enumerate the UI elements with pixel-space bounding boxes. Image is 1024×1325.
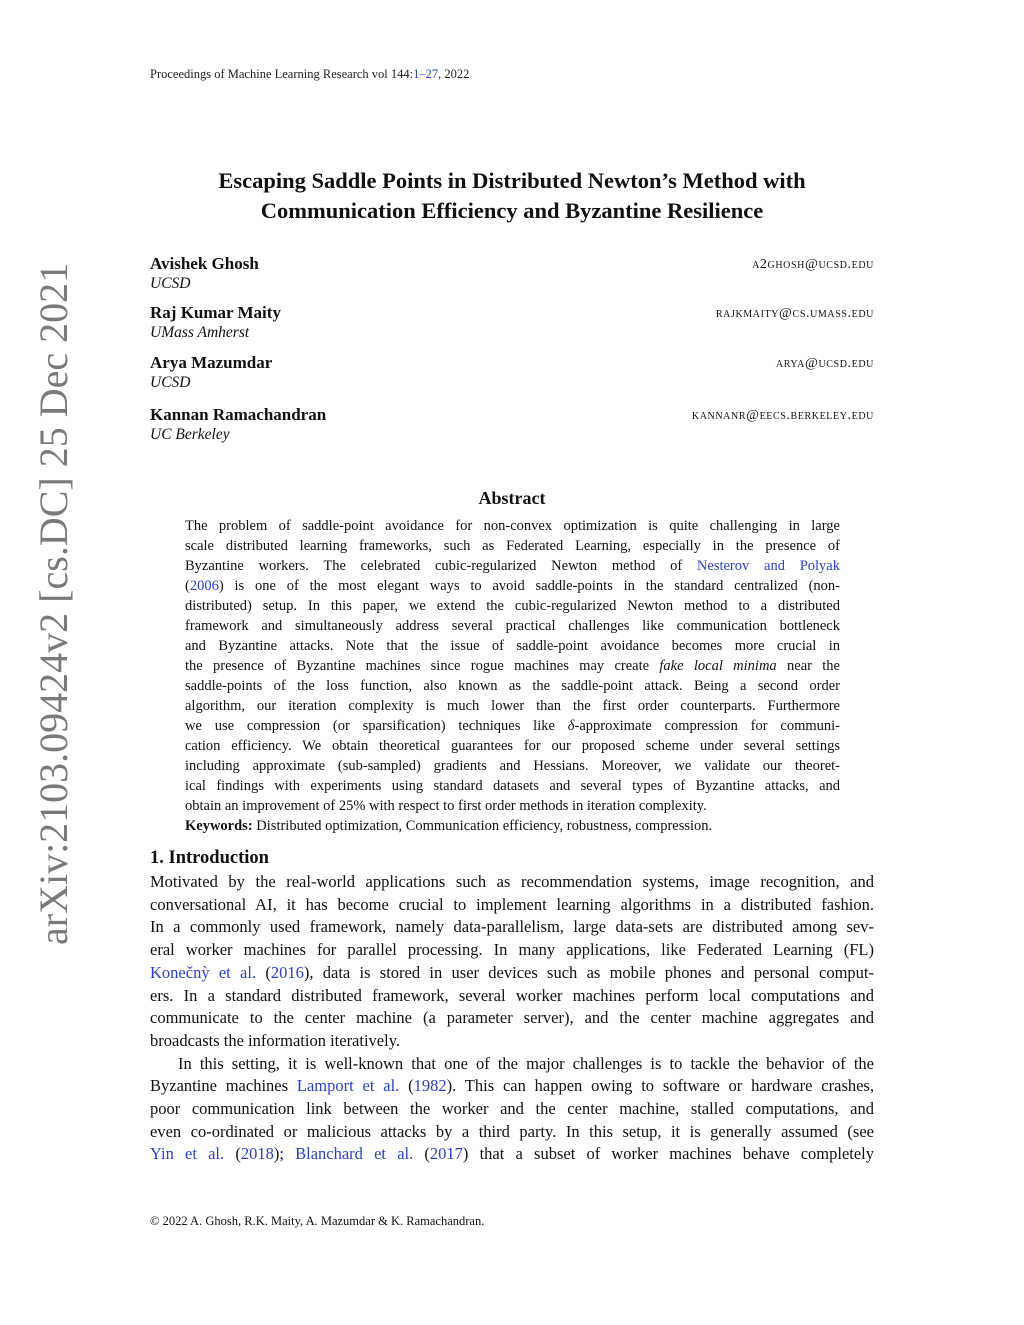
- citation-year-link-2018[interactable]: 2018: [240, 1144, 274, 1164]
- citation-paren: (: [256, 962, 271, 982]
- running-header: [150, 67, 469, 82]
- body-line: ers. In a standard distributed framework, several worker machines perform local computations and: [150, 985, 874, 1005]
- author-email[interactable]: a2ghosh@ucsd.edu: [752, 257, 874, 272]
- abstract-line: saddle-points of the loss function, also known as the saddle-point attack. Being a second order: [185, 678, 840, 694]
- body-line: conversational AI, it has become crucial to implement learning algorithms in a distributed fashion.: [150, 894, 874, 914]
- abstract-line: [185, 716, 840, 736]
- keywords-label: Keywords:: [185, 818, 253, 834]
- author-email[interactable]: kannanr@eecs.berkeley.edu: [691, 408, 874, 423]
- author-entry: [150, 254, 874, 303]
- author-affiliation: UCSD: [150, 275, 191, 292]
- abstract-line: distributed) setup. In this paper, we extend the cubic-regularized Newton method to a distributed: [185, 598, 840, 614]
- abstract-body: [185, 516, 840, 836]
- body-text: );: [273, 1144, 296, 1164]
- section-heading-introduction: 1. Introduction: [150, 848, 269, 868]
- abstract-line: and Byzantine attacks. Note that the issue of saddle-point avoidance becomes more crucial in: [185, 638, 840, 654]
- body-line: even co-ordinated or malicious attacks by a third party. In this setup, it is generally assumed (see: [150, 1121, 874, 1141]
- title-line-1: Escaping Saddle Points in Distributed Newton’s Method with: [218, 168, 806, 193]
- body-text: Byzantine machines: [150, 1076, 297, 1096]
- citation-year-link-2016[interactable]: 2016: [270, 962, 304, 982]
- citation-year-link-1982[interactable]: 1982: [413, 1076, 447, 1096]
- abstract-line: framework and simultaneously address several practical challenges like communication bottleneck: [185, 618, 840, 634]
- citation-link-blanchard[interactable]: Blanchard et al.: [295, 1144, 414, 1164]
- copyright-footer: © 2022 A. Ghosh, R.K. Maity, A. Mazumdar & K. Ramachandran.: [150, 1214, 485, 1228]
- keywords-text: Distributed optimization, Communication efficiency, robustness, compression.: [252, 818, 713, 834]
- citation-link-lamport[interactable]: Lamport et al.: [296, 1076, 400, 1096]
- abstract-line: [185, 656, 840, 676]
- body-line: communicate to the center machine (a parameter server), and the center machine aggregates and: [150, 1008, 874, 1028]
- abstract-line: cation efficiency. We obtain theoretical guarantees for our proposed scheme under several settings: [185, 738, 840, 754]
- arxiv-stamp: arXiv:2103.09424v2 [cs.DC] 25 Dec 2021: [31, 262, 76, 945]
- author-name: Arya Mazumdar: [150, 353, 273, 372]
- author-entry: [150, 303, 874, 353]
- abstract-line: [185, 556, 840, 576]
- body-line: Motivated by the real-world applications such as recommendation systems, image recognition, and: [150, 872, 874, 891]
- abstract-text: ) is one of the most elegant ways to avoid saddle-points in the standard centralized (non-: [218, 578, 840, 594]
- citation-paren: (: [399, 1076, 414, 1096]
- abstract-heading: Abstract: [478, 488, 546, 508]
- abstract-text: the presence of Byzantine machines since rogue machines may create: [185, 658, 660, 674]
- body-line: [150, 1075, 874, 1098]
- author-name: Kannan Ramachandran: [150, 405, 327, 424]
- citation-paren: (: [413, 1144, 430, 1164]
- author-name: Avishek Ghosh: [150, 254, 259, 273]
- math-delta: δ: [567, 718, 575, 734]
- abstract-text: Byzantine workers. The celebrated cubic-regularized Newton method of: [185, 558, 697, 574]
- abstract-line: The problem of saddle-point avoidance for non-convex optimization is quite challenging in large: [185, 518, 840, 534]
- keywords-line: [185, 816, 840, 836]
- abstract-line: scale distributed learning frameworks, such as Federated Learning, especially in the presence of: [185, 538, 840, 554]
- author-affiliation: UMass Amherst: [150, 324, 250, 341]
- citation-paren: (: [185, 578, 190, 594]
- abstract-text: we use compression (or sparsification) techniques like: [185, 718, 568, 734]
- title-line-2: Communication Efficiency and Byzantine Resilience: [260, 198, 764, 223]
- author-entry: [150, 353, 874, 405]
- body-text: ), data is stored in user devices such as mobile phones and personal comput-: [303, 962, 874, 982]
- body-text: ). This can happen owing to software or hardware crashes,: [446, 1076, 874, 1096]
- paper-title: [150, 166, 874, 226]
- citation-year-link-2017[interactable]: 2017: [429, 1144, 463, 1164]
- body-line: broadcasts the information iteratively.: [150, 1030, 401, 1050]
- abstract-text: -approximate compression for communi-: [574, 718, 840, 734]
- body-line: eral worker machines for parallel processing. In many applications, like Federated Learning (FL): [150, 940, 874, 960]
- body-line: [150, 962, 874, 985]
- author-entry: [150, 405, 874, 455]
- abstract-line: ical findings with experiments using standard datasets and several types of Byzantine attacks, and: [185, 778, 840, 794]
- abstract-text: near the: [776, 658, 840, 674]
- author-email[interactable]: rajkmaity@cs.umass.edu: [715, 306, 874, 321]
- abstract-line: [185, 576, 840, 596]
- abstract-line: obtain an improvement of 25% with respect to first order methods in iteration complexity.: [185, 798, 707, 814]
- citation-link-konecny[interactable]: Konečnỳ et al.: [150, 962, 257, 982]
- citation-year-link-2006[interactable]: 2006: [189, 578, 219, 594]
- body-line: In a commonly used framework, namely data-parallelism, large data-sets are distributed among sev-: [150, 917, 874, 937]
- last-page-link[interactable]: 27: [425, 67, 439, 81]
- abstract-line: including approximate (sub-sampled) gradients and Hessians. Moreover, we validate our theoret-: [185, 758, 840, 774]
- body-line: poor communication link between the worker and the center machine, stalled computations, and: [150, 1099, 874, 1119]
- emphasis-text: fake local minima: [659, 658, 777, 674]
- first-page-link[interactable]: 1: [413, 67, 420, 81]
- author-name: Raj Kumar Maity: [150, 303, 281, 322]
- introduction-body: [150, 871, 874, 1166]
- author-affiliation: UCSD: [150, 374, 191, 391]
- citation-link-yin[interactable]: Yin et al.: [150, 1144, 225, 1164]
- author-affiliation: UC Berkeley: [150, 426, 230, 443]
- author-email[interactable]: arya@ucsd.edu: [775, 356, 874, 371]
- abstract-line: algorithm, our iteration complexity is much lower than the first order counterparts. Furthermore: [185, 698, 840, 714]
- citation-paren: (: [224, 1144, 241, 1164]
- header-prefix: Proceedings of Machine Learning Research vol 144:: [150, 67, 414, 81]
- page-range-dash: –: [419, 67, 426, 81]
- header-suffix: , 2022: [438, 67, 470, 81]
- body-text: ) that a subset of worker machines behave completely: [462, 1144, 875, 1164]
- citation-link-nesterov[interactable]: Nesterov and Polyak: [696, 558, 840, 574]
- author-block: [150, 254, 874, 455]
- body-line: In this setting, it is well-known that one of the major challenges is to tackle the behavior of the: [178, 1053, 874, 1073]
- body-line: [150, 1143, 874, 1166]
